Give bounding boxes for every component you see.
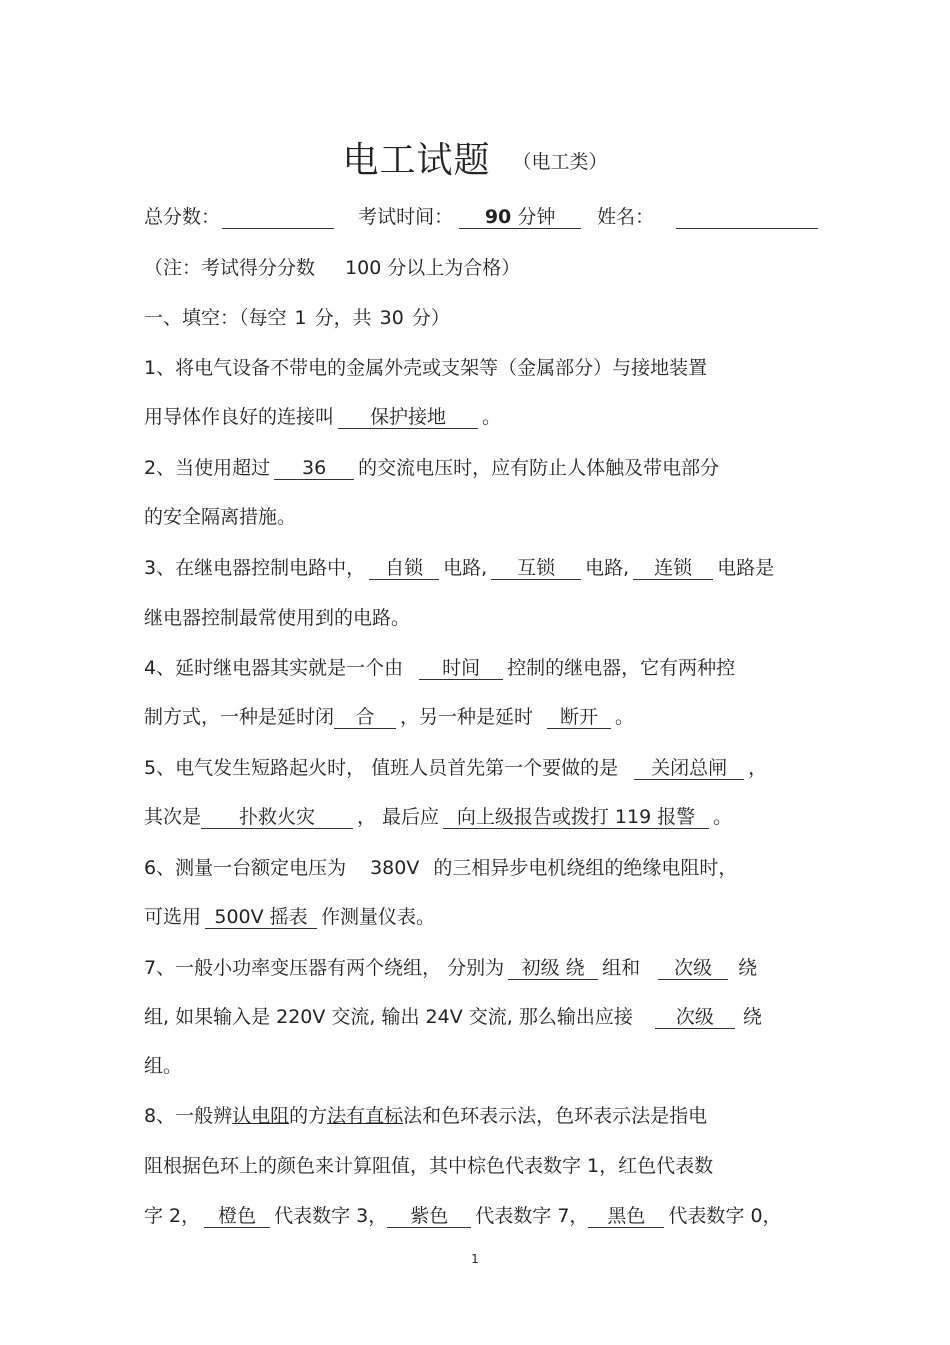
- q3-text4: 电路是: [717, 557, 775, 579]
- q8-line3: [144, 1204, 782, 1228]
- q7-text3: 绕: [738, 957, 758, 979]
- section-label: 一、填空：（每空: [144, 307, 287, 329]
- q8-answer3: 黑色: [588, 1205, 664, 1228]
- q8-text1: 8、一般辨: [144, 1105, 233, 1127]
- q5-text2: ，: [748, 757, 768, 779]
- q8-text4: 字 2，: [144, 1205, 201, 1227]
- q1-line1: 1、将电气设备不带电的金属外壳或支架等（金属部分）与接地装置: [144, 357, 708, 379]
- q4-line1: [144, 656, 735, 680]
- q8-text6: 代表数字 7，: [475, 1205, 589, 1227]
- section-end: 分）: [411, 307, 450, 329]
- q6-voltage: 380V: [370, 857, 420, 879]
- q1-line2: [144, 405, 501, 429]
- q8-text3: 法和色环表示法，色环表示法是指电: [403, 1105, 708, 1127]
- q8-line1: [144, 1104, 707, 1128]
- q4-text2: 控制的继电器，它有两种控: [507, 657, 736, 679]
- note-score: 100: [345, 257, 382, 279]
- q4-text4: ，另一种是延时: [400, 706, 534, 728]
- note-line: [144, 256, 520, 280]
- q6-line1: [144, 856, 737, 880]
- q2-line1: [144, 456, 719, 480]
- name-label: 姓名：: [597, 206, 655, 228]
- q4-line2: [144, 705, 634, 729]
- q3-answer3: 连锁: [633, 557, 713, 580]
- exam-time-number: 90: [484, 206, 512, 228]
- q1-answer: 保护接地: [338, 406, 478, 429]
- exam-time-label: 考试时间：: [358, 206, 454, 228]
- q2-text2: 的交流电压时，应有防止人体触及带电部分: [358, 457, 720, 479]
- q7-answer1: 初级 绕: [508, 957, 598, 980]
- title-subtitle: （电工类）: [512, 151, 608, 173]
- section-total: 30: [379, 307, 404, 329]
- q4-answer3: 断开: [547, 706, 611, 729]
- q4-text1: 4、延时继电器其实就是一个由: [144, 657, 404, 679]
- q6-text1: 6、测量一台额定电压为: [144, 857, 347, 879]
- q8-answer2: 紫色: [387, 1205, 471, 1228]
- q2-answer: 36: [274, 457, 354, 480]
- q7-line1: [144, 956, 757, 980]
- q3-text2: 电路,: [443, 557, 488, 579]
- q3-text1: 3、在继电器控制电路中，: [144, 557, 366, 579]
- section-per: 1: [294, 307, 307, 329]
- q7-text2: 组和: [602, 957, 641, 979]
- q7-answer3: 次级: [655, 1006, 735, 1029]
- q1-text: 用导体作良好的连接叫: [144, 406, 335, 428]
- q7-text4: 组, 如果输入是 220V 交流, 输出 24V 交流, 那么输出应接: [144, 1006, 633, 1028]
- q5-line2: [144, 805, 732, 829]
- section-heading: [144, 306, 450, 330]
- q3-line2: 继电器控制最常使用到的电路。: [144, 607, 411, 629]
- q5-answer3: 向上级报告或拨打 119 报警: [443, 806, 709, 829]
- q1-end: 。: [482, 406, 502, 428]
- q8-line2: 阻根据色环上的颜色来计算阻值，其中棕色代表数字 1，红色代表数: [144, 1155, 714, 1177]
- q3-answer2: 互锁: [491, 557, 581, 580]
- q4-answer1: 时间: [419, 657, 503, 680]
- q7-line3: 组。: [144, 1055, 183, 1077]
- q8-underline2: 法有直标: [327, 1105, 404, 1127]
- q5-text3: 其次是: [144, 806, 202, 828]
- q6-answer: 500V 摇表: [205, 906, 317, 929]
- total-score-blank[interactable]: [222, 208, 334, 229]
- q7-text1: 7、一般小功率变压器有两个绕组， 分别为: [144, 957, 505, 979]
- total-score-label: 总分数：: [144, 206, 221, 228]
- q4-end: 。: [615, 706, 635, 728]
- q4-answer2: 合: [334, 706, 396, 729]
- q5-text4: ， 最后应: [357, 806, 440, 828]
- q5-answer2: 扑救火灾: [201, 806, 353, 829]
- q6-line2: [144, 905, 435, 929]
- q5-text1: 5、电气发生短路起火时， 值班人员首先第一个要做的是: [144, 757, 619, 779]
- q2-text1: 2、当使用超过: [144, 457, 271, 479]
- header-line: [144, 205, 818, 229]
- q8-answer1: 橙色: [204, 1205, 270, 1228]
- q8-text2: 的方: [289, 1105, 328, 1127]
- q7-line2: [144, 1005, 762, 1029]
- page-title: [0, 132, 950, 183]
- q8-text5: 代表数字 3，: [274, 1205, 388, 1227]
- title-main: 电工试题: [342, 140, 491, 181]
- q8-underline1: 认电阻: [232, 1105, 290, 1127]
- q3-line1: [144, 556, 774, 580]
- exam-time-unit: 分钟: [517, 206, 556, 228]
- q6-text3: 可选用: [144, 906, 202, 928]
- q4-text3: 制方式，一种是延时闭: [144, 706, 335, 728]
- q6-text4: 作测量仪表。: [321, 906, 436, 928]
- q2-line2: 的安全隔离措施。: [144, 506, 297, 528]
- q5-line1: [144, 756, 767, 780]
- note-suffix: 分以上为合格）: [387, 257, 521, 279]
- page-number: 1: [471, 1252, 479, 1266]
- exam-time-value: [459, 206, 581, 229]
- q5-answer1: 关闭总闸: [634, 757, 744, 780]
- q8-text7: 代表数字 0，: [668, 1205, 782, 1227]
- name-blank[interactable]: [676, 208, 818, 229]
- q5-end: 。: [713, 806, 733, 828]
- q7-answer2: 次级: [658, 957, 728, 980]
- note-prefix: （注：考试得分分数: [144, 257, 316, 279]
- q6-text2: 的三相异步电机绕组的绝缘电阻时，: [433, 857, 738, 879]
- section-mid: 分，共: [314, 307, 372, 329]
- q3-text3: 电路,: [585, 557, 630, 579]
- q7-text5: 绕: [742, 1006, 762, 1028]
- q3-answer1: 自锁: [369, 557, 439, 580]
